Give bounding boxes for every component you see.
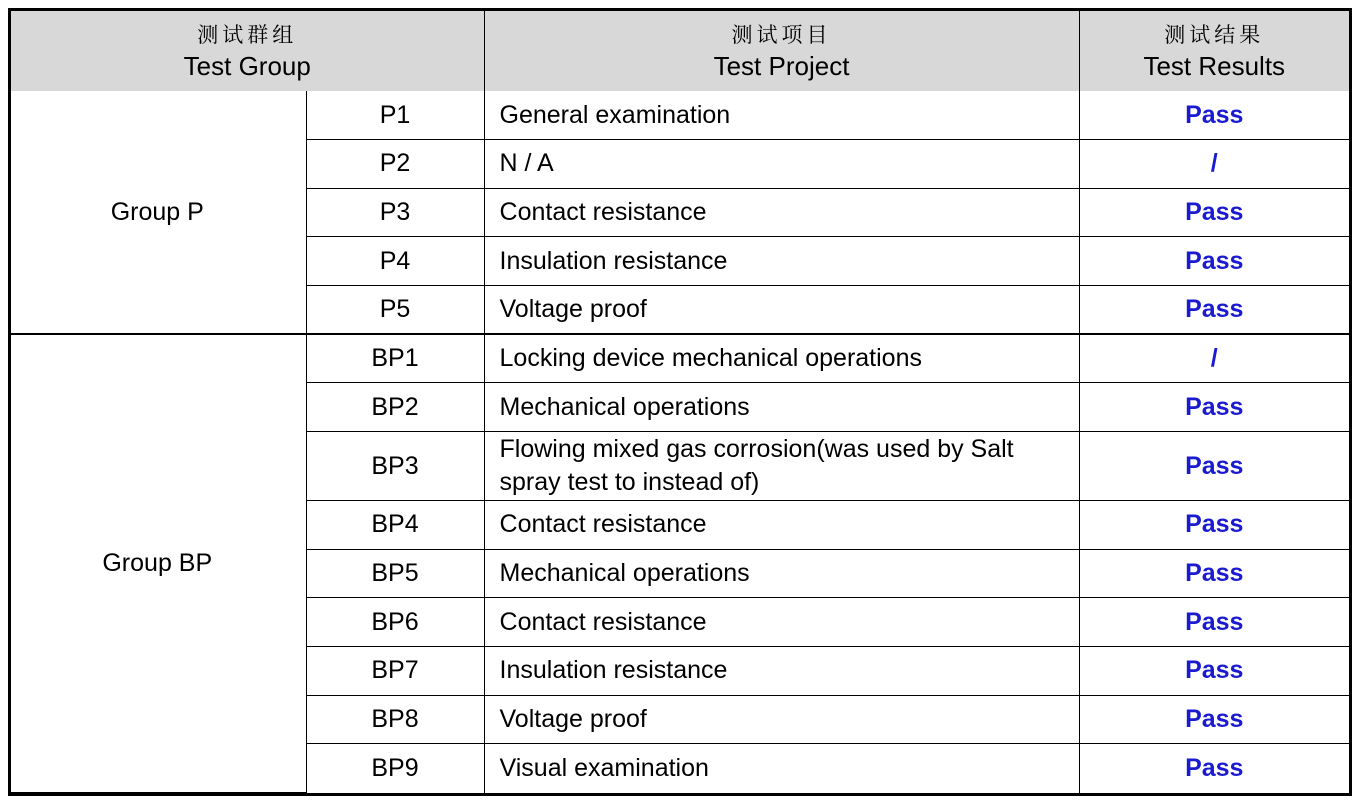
test-project-cell: Locking device mechanical operations: [484, 334, 1079, 383]
test-code-cell: BP1: [306, 334, 484, 383]
test-project-cell: Flowing mixed gas corrosion(was used by Salt spray test to instead of): [484, 432, 1079, 501]
header-test-project-en: Test Project: [713, 51, 850, 81]
header-test-results-en: Test Results: [1143, 51, 1286, 81]
table-row: [11, 334, 1349, 383]
header-test-results: [1079, 11, 1349, 91]
test-project-cell: Insulation resistance: [484, 237, 1079, 286]
test-result-cell: /: [1079, 334, 1349, 383]
header-row: [11, 11, 1349, 91]
test-result-cell: Pass: [1079, 646, 1349, 695]
table-body: [11, 91, 1349, 793]
test-result-cell: Pass: [1079, 286, 1349, 335]
test-code-cell: BP7: [306, 646, 484, 695]
test-project-cell: Mechanical operations: [484, 549, 1079, 598]
test-code-cell: BP6: [306, 598, 484, 647]
test-code-cell: BP5: [306, 549, 484, 598]
header-test-project-zh: 测试项目: [731, 23, 832, 47]
table-header: [11, 11, 1349, 91]
test-code-cell: P2: [306, 140, 484, 189]
test-project-cell: Mechanical operations: [484, 383, 1079, 432]
test-result-cell: Pass: [1079, 598, 1349, 647]
header-test-group-zh: 测试群组: [197, 23, 298, 47]
results-table-frame: [8, 8, 1352, 796]
test-project-cell: Voltage proof: [484, 695, 1079, 744]
test-results-table: [11, 11, 1349, 793]
test-project-cell: Voltage proof: [484, 286, 1079, 335]
test-project-cell: Insulation resistance: [484, 646, 1079, 695]
test-result-cell: Pass: [1079, 383, 1349, 432]
test-result-cell: Pass: [1079, 549, 1349, 598]
test-project-cell: Contact resistance: [484, 188, 1079, 237]
test-result-cell: Pass: [1079, 695, 1349, 744]
group-name-cell: Group BP: [11, 334, 306, 792]
table-row: [11, 91, 1349, 140]
test-result-cell: Pass: [1079, 91, 1349, 140]
test-project-cell: Visual examination: [484, 744, 1079, 793]
test-project-cell: Contact resistance: [484, 501, 1079, 550]
test-code-cell: BP8: [306, 695, 484, 744]
header-test-group-en: Test Group: [183, 51, 311, 81]
group-name-cell: Group P: [11, 91, 306, 334]
test-result-cell: Pass: [1079, 744, 1349, 793]
test-code-cell: P4: [306, 237, 484, 286]
test-code-cell: BP9: [306, 744, 484, 793]
test-project-cell: Contact resistance: [484, 598, 1079, 647]
test-result-cell: Pass: [1079, 432, 1349, 501]
header-test-project: [484, 11, 1079, 91]
test-result-cell: Pass: [1079, 501, 1349, 550]
test-code-cell: BP2: [306, 383, 484, 432]
test-code-cell: BP3: [306, 432, 484, 501]
header-test-group: [11, 11, 484, 91]
header-test-results-zh: 测试结果: [1164, 23, 1265, 47]
test-project-cell: General examination: [484, 91, 1079, 140]
test-result-cell: Pass: [1079, 188, 1349, 237]
test-code-cell: P3: [306, 188, 484, 237]
test-project-cell: N / A: [484, 140, 1079, 189]
test-code-cell: P5: [306, 286, 484, 335]
test-result-cell: Pass: [1079, 237, 1349, 286]
test-code-cell: BP4: [306, 501, 484, 550]
test-code-cell: P1: [306, 91, 484, 140]
test-result-cell: /: [1079, 140, 1349, 189]
